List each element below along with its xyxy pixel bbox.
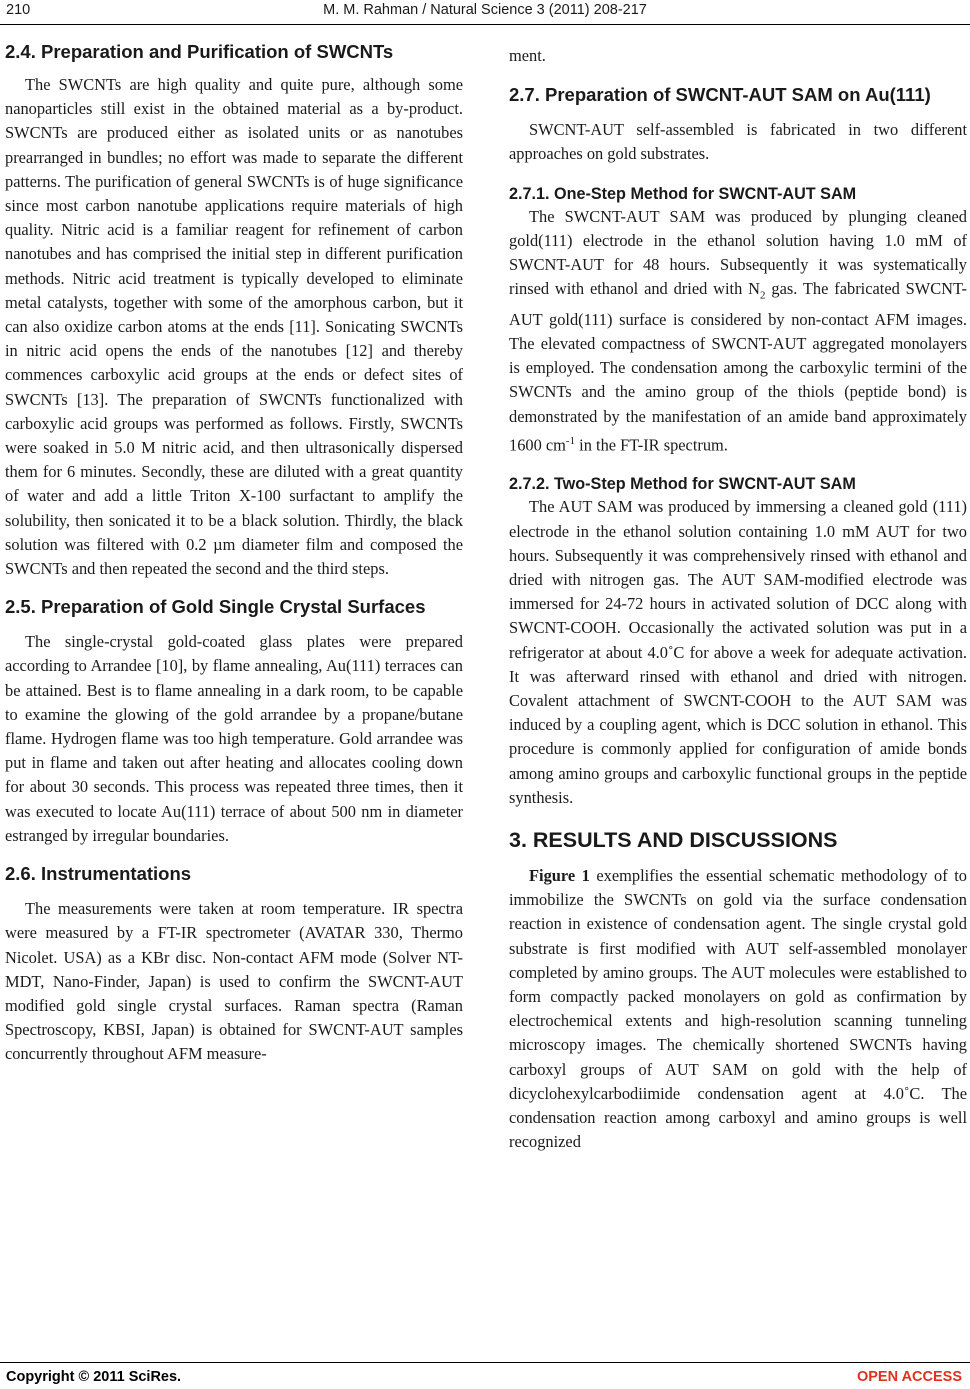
section-2-7-2-title: 2.7.2. Two-Step Method for SWCNT-AUT SAM [509,475,856,494]
section-3-paragraph: Figure 1 exemplifies the essential schematic methodology of to immobilize the SWCNTs on gold via the surface condensation reaction in existence of condensation agent. The single crystal gold substrate is first modified with AUT self-assembled monolayer completed by amino groups. The AUT molecules were established to form compactly packed monolayers on gold as confirmation by electrochemical extents and high-resolution scanning tunneling microscopy images. The chemically shortened SWCNTs having carboxyl groups of AUT SAM on gold with the help of dicyclohexylcarbodiimide condensation agent at 4.0˚C. The condensation reaction among carboxyl and amino groups is well recognized [509,866,967,1152]
section-2-7-1-paragraph: The SWCNT-AUT SAM was produced by plunging cleaned gold(111) electrode in the ethanol solution having 1.0 mM of SWCNT-AUT for 48 hours. Subsequently it was systematically rinsed with ethanol and dried with $N_2$ gas. The fabricated SWCNT-AUT gold(111) surface is considered by non-contact AFM images. The elevated compactness of SWCNT-AUT aggregated monolayers is employed. The condensation among the carboxylic termini of the SWCNTs and the amino group of the thiols (peptide bond) is demonstrated by the manifestation of an amide band approximately 1600 $cm^{-1}$ in the FT-IR spectrum. [509,206,967,455]
left-column [5,40,463,1067]
section-2-7-2-paragraph: The AUT SAM was produced by immersing a cleaned gold (111) electrode in the ethanol solution containing 1.0 mM AUT for two hours. Subsequently it was comprehensively rinsed with ethanol and dried with nitrogen gas. The AUT SAM-modified electrode was immersed for 24-72 hours in activated solution of DCC along with SWCNT-COOH. Occasionally the activated solution was put in a refrigerator at about 4.0˚C for above a week for adequate activation. It was afterward rinsed with ethanol and dried with nitrogen. Covalent attachment of SWCNT-COOH to the AUT SAM was induced by a coupling agent, which is DCC solution in ethanol. This procedure is commonly applied for configuration of amide bonds among amino groups and carboxylic functional groups in the peptide synthesis. [509,497,967,807]
page-header [0,0,970,25]
section-3-title: 3. RESULTS AND DISCUSSIONS [509,828,838,853]
section-2-5-paragraph: The single-crystal gold-coated glass plates were prepared according to Arrandee [10], by flame annealing, Au(111) terraces can be attained. Best is to flame annealing in a dark room, to be capable to examine the glowing of the gold arrandee by a propane/butane flame. Hydrogen flame was too high temperature. Gold arrandee was put in flame and taken out after heating and allocates cooling down for about 30 seconds. This process was repeated three times, then it was executed to locate Au(111) terrace of about 500 nm in diameter estranged by irregular boundaries. [5,632,463,845]
section-2-7-paragraph: SWCNT-AUT self-assembled is fabricated in two different approaches on gold substrates. [509,120,967,164]
running-head: M. M. Rahman / Natural Science 3 (2011) 208-217 [323,2,647,18]
section-2-4-title: 2.4. Preparation and Purification of SWCNTs [5,41,394,62]
figure-reference: Figure 1 [529,866,590,886]
copyright: Copyright © 2011 SciRes. [6,1369,182,1385]
section-2-6-paragraph: The measurements were taken at room temperature. IR spectra were measured by a FT-IR spectrometer (AVATAR 330, Thermo Nicolet. USA) as a KBr disc. Non-contact AFM mode (Solver NT-MDT, Nano-Finder, Japan) is used to confirm the SWCNT-AUT modified gold single crystal surfaces. Raman spectra (Raman Spectroscopy, KBSI, Japan) is obtained for SWCNT-AUT samples concurrently throughout AFM measure- [5,899,463,1064]
right-column [509,44,967,1154]
section-2-6-title: 2.6. Instrumentations [5,863,192,885]
page-number: 210 [6,2,31,18]
section-2-5-title: 2.5. Preparation of Gold Single Crystal Surfaces [5,596,426,618]
continued-text: ment. [509,46,546,65]
section-2-7-title: 2.7. Preparation of SWCNT-AUT SAM on Au(111) [509,84,931,106]
section-2-4-paragraph: The SWCNTs are high quality and quite pure, although some nanoparticles still exist in the obtained material as a by-product. SWCNTs are produced either as isolated units or as nanotubes prearranged in bundles; no effort was made to separate the different patterns. The purification of general SWCNTs is of huge significance since most carbon nanotube applications require materials of high quality. Nitric acid is a familiar reagent for refinement of carbon nanotubes and has comprised the initial step in different purification methods. Nitric acid treatment is typically developed to eliminate metal catalysts, together with some of the amorphous carbon, but it can also oxidize carbon atoms at the ends [11]. Sonicating SWCNTs in nitric acid opens the ends of the nanotubes [12] and thereby commences carboxylic acid groups at the ends or defect sites of SWCNTs [13]. The preparation of SWCNTs functionalized with carboxylic acid groups was performed as follows. Firstly, SWCNTs were soaked in 5.0 M nitric acid, and then ultrasonically dispersed them for 6 minutes. Secondly, these are diluted with a great quantity of water and add a little Triton X-100 surfactant to amplify the solubility, then sonicated it to be a black solution. Thirdly, the black solution was filtered with 0.2 µm diameter film and composed the SWCNTs and then repeated the second and the third steps. [5,75,463,579]
section-2-7-1-title: 2.7.1. One-Step Method for SWCNT-AUT SAM [509,184,857,203]
open-access-label: OPEN ACCESS [856,1369,962,1385]
page-footer [0,1362,970,1389]
